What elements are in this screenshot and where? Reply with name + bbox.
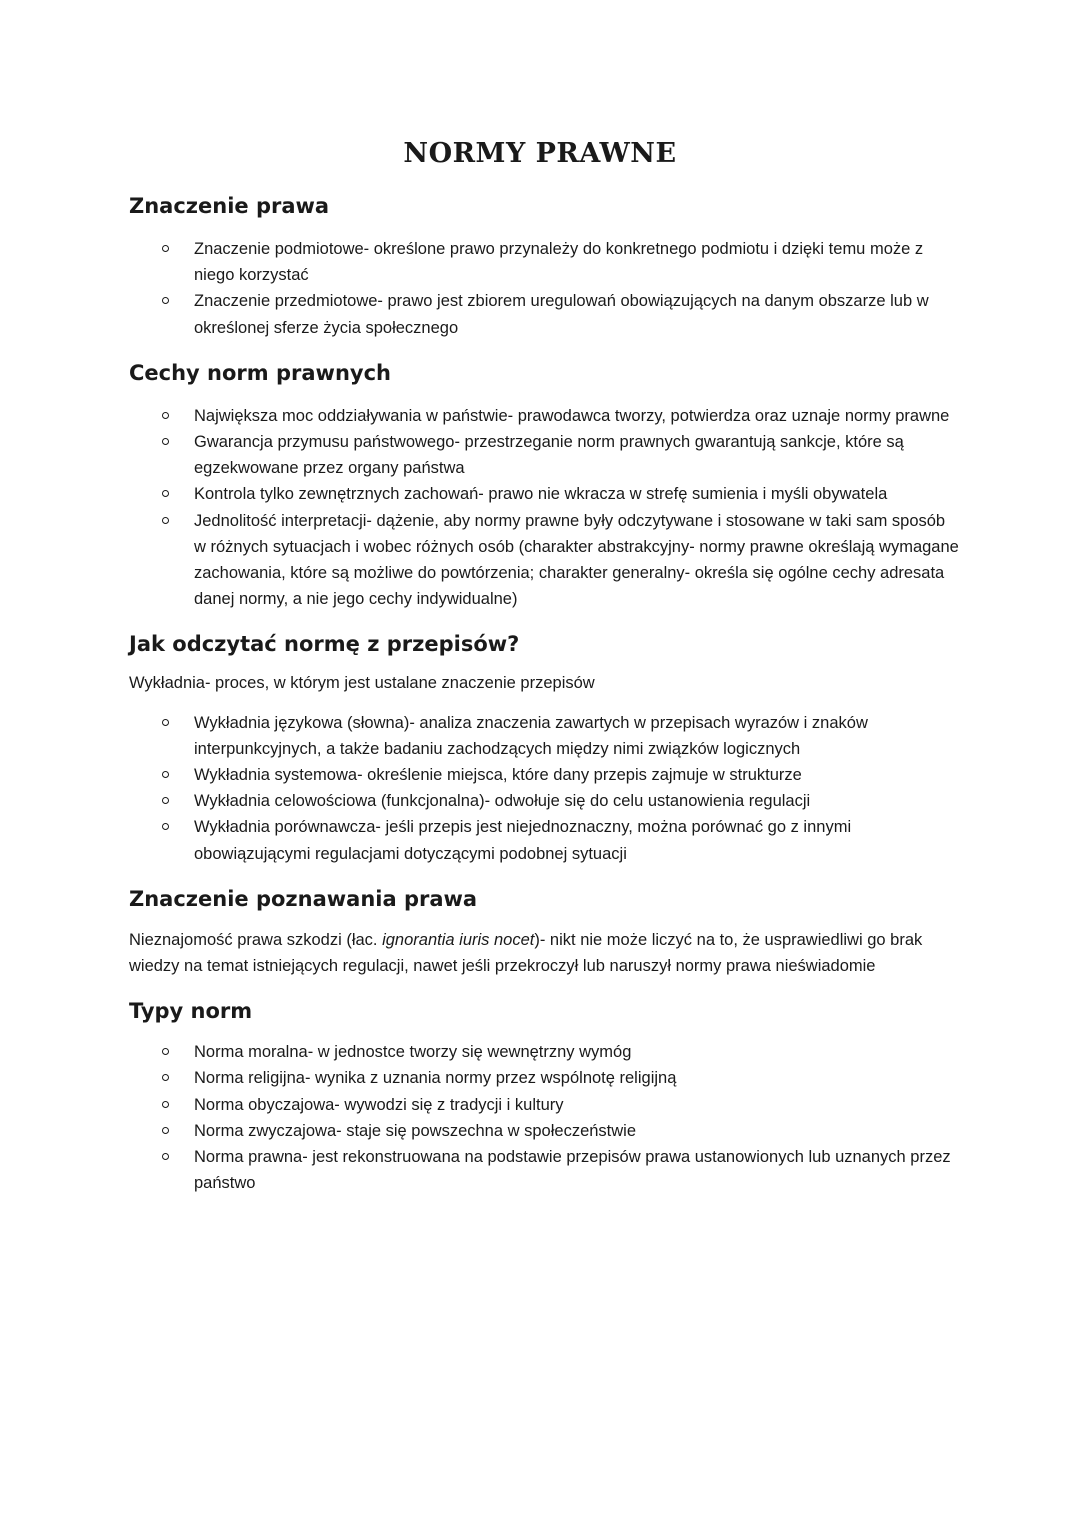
bullet-circle-icon <box>162 823 169 830</box>
list-item-text: Wykładnia językowa (słowna)- analiza znaczenia zawartych w przepisach wyrazów i znaków interpunkcyjnych, a także badaniu zachodzących między nimi związków logicznych <box>194 713 868 758</box>
section-paragraph-nieznajomosc <box>129 927 959 979</box>
list-item <box>129 236 959 288</box>
list-item <box>129 288 959 340</box>
list-item-text: Norma religijna- wynika z uznania normy przez wspólnotę religijną <box>194 1069 677 1088</box>
bullet-circle-icon <box>162 1101 169 1108</box>
list-item-text: Wykładnia systemowa- określenie miejsca, które dany przepis zajmuje w strukturze <box>194 766 802 785</box>
list-item-text: Znaczenie podmiotowe- określone prawo przynależy do konkretnego podmiotu i dzięki temu może z niego korzystać <box>194 240 924 285</box>
bullet-list-cechy-norm <box>129 403 959 613</box>
bullet-list-wykladnia <box>129 710 959 867</box>
latin-phrase: ignorantia iuris nocet <box>382 930 535 949</box>
bullet-circle-icon <box>162 1153 169 1160</box>
list-item-text: Norma zwyczajowa- staje się powszechna w społeczeństwie <box>194 1121 637 1140</box>
document-title: NORMY PRAWNE <box>403 138 677 169</box>
list-item <box>129 1118 959 1144</box>
list-item <box>129 481 959 507</box>
bullet-circle-icon <box>162 719 169 726</box>
bullet-circle-icon <box>162 412 169 419</box>
bullet-circle-icon <box>162 1048 169 1055</box>
paragraph-text-start: Nieznajomość prawa szkodzi (łac. <box>129 930 383 949</box>
list-item <box>129 1092 959 1118</box>
section-heading-znaczenie-prawa: Znaczenie prawa <box>129 194 330 218</box>
list-item <box>129 762 959 788</box>
list-item-text: Wykładnia celowościowa (funkcjonalna)- odwołuje się do celu ustanowienia regulacji <box>194 792 811 811</box>
section-heading-znaczenie-poznawania: Znaczenie poznawania prawa <box>129 886 478 911</box>
bullet-circle-icon <box>162 490 169 497</box>
list-item-text: Znaczenie przedmiotowe- prawo jest zbiorem uregulowań obowiązujących na danym obszarze lub w określonej sferze życia społecznego <box>194 292 929 337</box>
bullet-circle-icon <box>162 297 169 304</box>
bullet-circle-icon <box>162 771 169 778</box>
list-item <box>129 710 959 762</box>
list-item-text: Wykładnia porównawcza- jeśli przepis jest niejednoznaczny, można porównać go z innymi obowiązującymi regulacjami dotyczącymi podobnej sytuacji <box>194 818 852 863</box>
document-body <box>129 188 959 1196</box>
list-item-text: Kontrola tylko zewnętrznych zachowań- prawo nie wkracza w strefę sumienia i myśli obywatela <box>194 485 888 504</box>
bullet-circle-icon <box>162 517 169 524</box>
list-item <box>129 1039 959 1065</box>
bullet-list-typy-norm <box>129 1039 959 1196</box>
list-item-text: Gwarancja przymusu państwowego- przestrzeganie norm prawnych gwarantują sankcje, które są egzekwowane przez organy państwa <box>194 433 904 478</box>
list-item <box>129 1065 959 1091</box>
bullet-circle-icon <box>162 797 169 804</box>
section-heading-jak-odczytac-norme: Jak odczytać normę z przepisów? <box>129 632 520 657</box>
section-heading-typy-norm: Typy norm <box>129 999 253 1024</box>
list-item <box>129 508 959 613</box>
list-item-text: Największa moc oddziaływania w państwie- prawodawca tworzy, potwierdza oraz uznaje normy prawne <box>194 406 950 425</box>
list-item-text: Norma moralna- w jednostce tworzy się wewnętrzny wymóg <box>194 1043 632 1062</box>
list-item-text: Norma prawna- jest rekonstruowana na podstawie przepisów prawa ustanowionych lub uznanych przez państwo <box>194 1148 951 1193</box>
bullet-circle-icon <box>162 245 169 252</box>
paragraph-text-end: )- nikt nie może liczyć na to, że usprawiedliwi go brak wiedzy na temat istniejących regulacji, nawet jeśli przekroczył lub naruszył normy prawa nieświadomie <box>129 930 923 976</box>
section-heading-cechy-norm: Cechy norm prawnych <box>129 360 391 385</box>
list-item <box>129 814 959 866</box>
list-item-text: Norma obyczajowa- wywodzi się z tradycji i kultury <box>194 1095 564 1114</box>
bullet-circle-icon <box>162 438 169 445</box>
list-item-text: Jednolitość interpretacji- dążenie, aby normy prawne były odczytywane i stosowane w taki sam sposób w różnych sytuacjach i wobec różnych osób (charakter abstrakcyjny- normy prawne określają wymagane zachowania, które są możliwe do powtórzenia; charakter generalny- określa się ogólne cechy adresata danej normy, a nie jego cechy indywidualne) <box>194 511 959 609</box>
list-item <box>129 1144 959 1196</box>
section-intro-wykladnia: Wykładnia- proces, w którym jest ustalane znaczenie przepisów <box>129 674 595 693</box>
list-item <box>129 788 959 814</box>
bullet-circle-icon <box>162 1127 169 1134</box>
bullet-list-znaczenie-prawa <box>129 236 959 341</box>
list-item <box>129 403 959 429</box>
list-item <box>129 429 959 481</box>
bullet-circle-icon <box>162 1074 169 1081</box>
